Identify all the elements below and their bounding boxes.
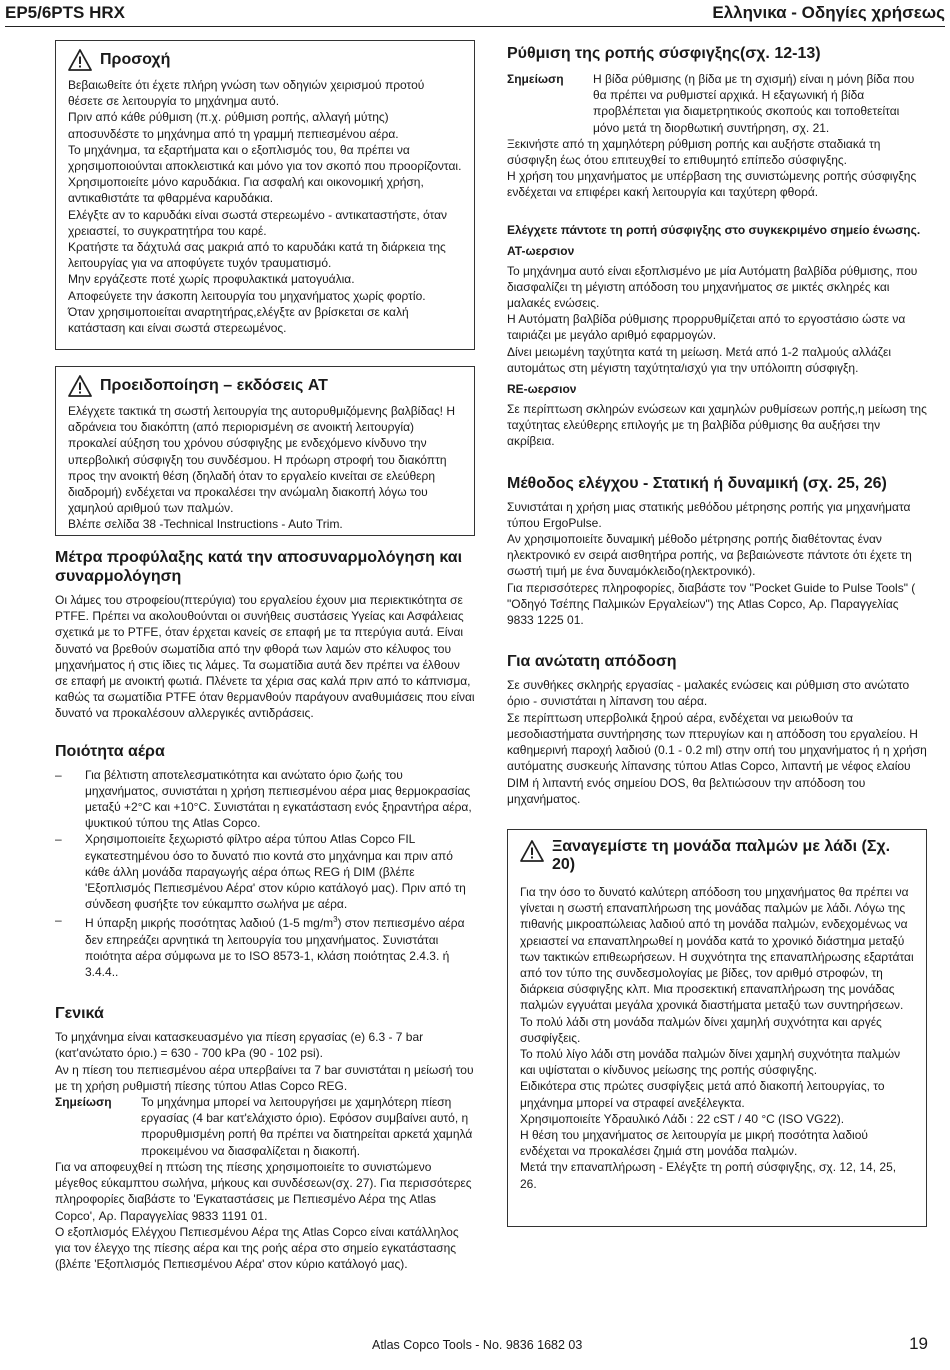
general-paragraph: Για να αποφευχθεί η πτώση της πίεσης χρησιμοποιείτε το συνιστώμενο μέγεθος εύκαμπτου σωλήνα, μήκους και συνδέσεων(σχ. 27). Για περισσότερες πληροφορίες διαβάστε το 'Εγκαταστάσεις με Πεπιεσμένο Αέρα της Atlas Copco', Αρ. Παραγγελίας 9833 1191 01. <box>55 1159 472 1223</box>
caution-box <box>55 40 475 350</box>
caution-paragraph: Ελέγξτε αν το καρυδάκι είναι σωστά στερεωμένο - αντικαταστήστε, όταν χρειαστεί, το συγκρατητήρα του καρέ. <box>68 207 448 238</box>
caution-paragraph: Χρησιμοποιείτε μόνο καρυδάκια. Για ασφαλή και οικονομική χρήση, αντικαθιστάτε τα φθαρμένα καρυδάκια. <box>68 175 424 206</box>
superscript: 3 <box>333 915 338 925</box>
method-heading: Μέθοδος ελέγχου - Στατική ή δυναμική (σχ. 25, 26) <box>507 474 887 492</box>
note-text: Το μηχάνημα μπορεί να λειτουργήσει με χαμηλότερη πίεση εργασίας (4 bar κατ'ελάχιστο όριο). Εφόσον συμβαίνει αυτό, η προρυθμισμένη ροπή θα πρέπει να διατηρείται αρκετά χαμηλά προκειμένου να διασφαλίζεται η διακοπή. <box>141 1095 473 1158</box>
general-heading: Γενικά <box>55 1005 104 1023</box>
warning-triangle-icon <box>520 840 544 862</box>
check-heading: Ελέγχετε πάντοτε τη ροπή σύσφιγξης στο συγκεκριμένο σημείο ένωσης. <box>507 222 921 237</box>
header-rule <box>5 26 945 27</box>
measures-paragraph: Οι λάμες του στροφείου(πτερύγια) του εργαλείου έχουν μια περιεκτικότητα σε PTFE. Πρέπει να ακολουθούνται οι συνήθεις συστάσεις Υγείας και Ασφάλειας σχετικά με το PTFE, όταν έρχεται κανείς σε επαφή με τα πτερύγια αυτά. Είναι δυνατό να βρεθούν σωματίδια από την φθορά των λαμών στο κέλυφος του μηχανήματος ή στις ίδιες τις λάμες. Τα σωματίδια αυτά δεν πρέπει να έλθουν σε επαφή με ανοικτή φωτιά. Πλένετε τα χέρια σας καλά πριν από το κάπνισμα, καθώς τα σωματίδια PTFE όταν θερμανθούν παράγουν αναθυμιάσεις που είναι δυνατό να προκαλέσουν αλλεργικές αντιδράσεις. <box>55 593 475 721</box>
header-language: Ελληνικα - Οδηγίες χρήσεως <box>712 3 945 22</box>
max-paragraph: Σε συνθήκες σκληρής εργασίας - μαλακές ενώσεις και ρύθμιση στο ανώτατο όριο - συνιστάται η λίπανση του αέρα. <box>507 678 910 709</box>
note <box>507 71 927 136</box>
method-paragraph: Συνιστάται η χρήση μιας στατικής μεθόδου μέτρησης ροπής για μηχανήματα τύπου ErgoPulse. <box>507 499 911 530</box>
note <box>55 1094 475 1159</box>
list-dash: – <box>55 832 62 847</box>
re-version-heading: RE-ωερσιον <box>507 382 577 397</box>
caution-paragraph: Κρατήστε τα δάχτυλά σας μακριά από το καρυδάκι κατά τη διάρκεια της λειτουργίας για να αποφύγετε τυχόν τραυματισμό. <box>68 240 446 271</box>
note-text: Η βίδα ρύθμισης (η βίδα με τη σχισμή) είναι η μόνη βίδα που θα πρέπει να ρυθμιστεί αρχικά. Η εξαγωνική ή βίδα προβλέπεται για διαμετρητικούς σκοπούς και τοποθετείται μόνο μετά τη διορθωτική συντήρηση, σχ. 21. <box>593 72 915 135</box>
measures-heading: Μέτρα προφύλαξης κατά την αποσυναρμολόγηση και συναρμολόγηση <box>55 549 463 585</box>
list-item-text: Χρησιμοποιείτε ξεχωριστό φίλτρο αέρα τύπου Atlas Copco FIL εγκατεστημένου όσο το δυνατό πιο κοντά στο μηχάνημα και πριν από κάθε άλλη μονάδα παραγωγής αέρα όπως REG ή DIM (βλέπε 'Εξοπλισμός Πεπιεσμένου Αέρα' στον κύριο κατάλογό μας). Πριν από τη σύνδεση φυσήξτε τον εύκαμπτο σωλήνα με αέρα. <box>85 832 466 912</box>
method-paragraph: Για περισσότερες πληροφορίες, διαβάστε τον "Pocket Guide to Pulse Tools" ( "Οδηγό Τσέπης Παλμικών Εργαλείων") της Atlas Copco, Αρ. Παραγγελίας 9833 1225 01. <box>507 580 916 628</box>
at-paragraph: Δίνει μειωμένη ταχύτητα κατά τη μείωση. Μετά από 1-2 παλμούς αλλάζει αυτομάτως στη μέγιστη ταχύτητα/ισχύ για την υπόλοιπη σύσφιγξη. <box>507 344 892 375</box>
header-model: EP5/6PTS HRX <box>5 3 125 22</box>
at-paragraph: Το μηχάνημα αυτό είναι εξοπλισμένο με μία Αυτόματη βαλβίδα ρύθμισης, που διασφαλίζει τη μέγιστη απόδοση του μηχανήματος σε μικτές σκληρές και μαλακές ενώσεις. <box>507 263 918 311</box>
page-footer <box>0 1334 950 1364</box>
left-column <box>55 40 475 1272</box>
caution-paragraph: Το μηχάνημα, τα εξαρτήματα και ο εξοπλισμός του, θα πρέπει να χρησιμοποιούνται αποκλειστικά και μόνο για τον σκοπό που προορίζονται. <box>68 142 462 174</box>
list-item <box>55 912 475 980</box>
caution-paragraph: Πριν από κάθε ρύθμιση (π.χ. ρύθμιση ροπής, αλλαγή μύτης) αποσυνδέστε το μηχάνημα από τη γραμμή πεπιεσμένου αέρα. <box>68 110 399 141</box>
refill-paragraph: Ειδικότερα στις πρώτες συσφίγξεις μετά από διακοπή λειτουργίας, το μηχάνημα μπορεί να στραφεί ανεξέλεγκτα. <box>520 1079 885 1110</box>
torque-paragraph: Ξεκινήστε από τη χαμηλότερη ρύθμιση ροπής και αυξήστε σταδιακά τη σύσφιγξη έως ότου επιτευχθεί το επιθυμητό επίπεδο σύσφιγξης. <box>507 136 881 168</box>
re-paragraph: Σε περίπτωση σκληρών ενώσεων και χαμηλών ρυθμίσεων ροπής,η μείωση της ταχύτητας ελεύθερης επιλογής με τη βαλβίδα ρύθμισης θα αυξήσει την ακρίβεια. <box>507 402 927 449</box>
max-performance-heading: Για ανώτατη απόδοση <box>507 653 677 671</box>
warning-title: Προειδοποίηση – εκδόσεις AT <box>100 377 328 394</box>
warning-paragraph: Ελέγχετε τακτικά τη σωστή λειτουργία της αυτορυθμιζόμενης βαλβίδας! Η αδράνεια του διακόπτη (από περιορισμένη σε ανοικτή λειτουργία) προκαλεί αύξηση του χρόνου σύσφιγξης με ενδεχόμενο κίνδυνο την υπερβολική σύσφιγξη του συνδέσμου. Η πρόωρη στροφή του διακόπτη προς την ανοικτή θέση (δηλαδή όταν το εργαλείο κινείται σε ελεύθερη διαδρομή) ενδέχεται να προκαλέσει την ανώμαλη διακοπή λόγω του χαμηλού αριθμού των παλμών. <box>68 404 456 516</box>
at-paragraph: Η Αυτόματη βαλβίδα ρύθμισης προρρυθμίζεται από το εργοστάσιο ώστε να ταιριάζει με μεγάλο αριθμό εφαρμογών. <box>507 312 906 343</box>
list-dash: – <box>55 913 62 928</box>
caution-paragraph: Όταν χρησιμοποιείται αναρτητήρας,ελέγξτε αν βρίσκεται σε καλή κατάσταση και είναι σωστά στερεωμένος. <box>68 304 409 336</box>
list-item-text-b: ) στον πεπιεσμένο αέρα δεν επηρεάζει αρνητικά τη λειτουργία του μηχανήματος. Συνιστάται ποιότητα αέρα σύμφωνα με το ISO 8573-1, κλάση ποιότητας 2.4.3. ή 3.4.4.. <box>85 916 465 980</box>
list-item <box>55 767 475 832</box>
warning-triangle-icon <box>68 375 92 397</box>
general-paragraph: Ο εξοπλισμός Ελέγχου Πεπιεσμένου Αέρα της Atlas Copco είναι κατάλληλος για τον έλεγχο της πίεσης αέρα και της ροής αέρα στο σημείο εγκατάστασης (βλέπε 'Εξοπλισμός Πεπιεσμένου Αέρα' στον κύριο κατάλογό μας). <box>55 1224 459 1272</box>
refill-box <box>507 829 927 1227</box>
max-paragraph: Σε περίπτωση υπερβολικά ξηρού αέρα, ενδέχεται να μειωθούν τα μεσοδιαστήματα συντήρησης των πτερυγίων και η απόδοση του εργαλείου. Η καθημερινή παροχή λαδιού (0.1 - 0.2 ml) στην οπή του μηχανήματος ή η χρήση αυτόματης συσκευής λίπανσης τύπου Atlas Copco, λιπαντή με νέφος ελαίου DIM ή λιπαντή ενός σημείου DOS, θα βελτιώσουν την απόδοση του μηχανήματος. <box>507 710 927 806</box>
general-paragraph: Το μηχάνημα είναι κατασκευασμένο για πίεση εργασίας (e) 6.3 - 7 bar (κατ'ανώτατο όριο.) = 630 - 700 kPa (90 - 102 psi). <box>55 1030 424 1061</box>
refill-paragraph: Μετά την επαναπλήρωση - Ελέγξτε τη ροπή σύσφιγξης, σχ. 12, 14, 25, 26. <box>520 1160 897 1191</box>
list-dash: – <box>55 767 62 782</box>
torque-heading: Ρύθμιση της ροπής σύσφιγξης(σχ. 12-13) <box>507 45 821 62</box>
right-column <box>507 40 927 1227</box>
refill-paragraph: Η θέση του μηχανήματος σε λειτουργία με μικρή ποσότητα λαδιού ενδέχεται να προκαλέσει ζημιά στη μονάδα παλμών. <box>520 1127 868 1159</box>
refill-paragraph: Για την όσο το δυνατό καλύτερη απόδοση του μηχανήματος θα πρέπει να γίνεται η σωστή επαναπλήρωση της μονάδας παλμών με λάδι. Λόγω της πιθανής μικροαπώλειας λαδιού από τη μονάδα παλμών, ενδεχομένως να χρειαστεί να επαναπληρωθεί η μονάδα κατά το χρονικό διάστημα μεταξύ των τακτικών επιθεωρήσεων. Η συχνότητα της επαναπλήρωσης εξαρτάται από τον τύπο της συνδεσμολογίας με βίδες, τον αριθμό στροφών, τη διάρκεια σύσφιγξης κλπ. Μια προσεκτική επαναπλήρωση της μονάδας παλμών εγγυάται μεγάλα χρονικά διαστήματα μεταξύ των συντηρήσεων. <box>520 884 914 1013</box>
note-label: Σημείωση <box>55 1095 112 1110</box>
refill-paragraph: Το πολύ λίγο λάδι στη μονάδα παλμών δίνει χαμηλή συχνότητα παλμών και υψίσταται ο κίνδυνος μείωσης της ροπής σύσφιγξης. <box>520 1046 901 1078</box>
caution-paragraph: Αποφεύγετε την άσκοπη λειτουργία του μηχανήματος χωρίς φορτίο. <box>68 288 426 303</box>
page-header <box>0 0 950 30</box>
warning-paragraph: Βλέπε σελίδα 38 -Technical Instructions - Auto Trim. <box>68 517 343 532</box>
caution-paragraph: Βεβαιωθείτε ότι έχετε πλήρη γνώση των οδηγιών χειρισμού προτού θέσετε σε λειτουργία το μηχάνημα αυτό. <box>68 78 425 109</box>
refill-paragraph: Το πολύ λάδι στη μονάδα παλμών δίνει χαμηλή συχνότητα και αργές συσφίγξεις. <box>520 1014 882 1045</box>
refill-paragraph: Χρησιμοποιείτε Υδραυλικό Λάδι : 22 cST / 40 °C (ISO VG22). <box>520 1111 845 1126</box>
air-quality-heading: Ποιότητα αέρα <box>55 742 165 760</box>
caution-title: Προσοχή <box>100 51 171 68</box>
warning-triangle-icon <box>68 49 92 71</box>
note-label: Σημείωση <box>507 72 564 86</box>
at-version-heading: AT-ωερσιον <box>507 243 575 258</box>
warning-box <box>55 366 475 536</box>
list-item-text <box>85 912 475 980</box>
refill-title: Ξαναγεμίστε τη μονάδα παλμών με λάδι (Σχ. 20) <box>552 837 891 873</box>
caution-paragraph: Μην εργάζεστε ποτέ χωρίς προφυλακτικά ματογυάλια. <box>68 272 355 287</box>
list-item-text: Για βέλτιστη αποτελεσματικότητα και ανώτατο όριο ζωής του μηχανήματος, συνιστάται η χρήση πεπιεσμένου αέρα μιας θερμοκρασίας μεταξύ +2°C και +10°C. Συνιστάται η εγκατάσταση ενός ξηραντήρα αέρα, ψυκτικού τύπου της Atlas Copco. <box>85 767 472 831</box>
method-paragraph: Αν χρησιμοποιείτε δυναμική μέθοδο μέτρησης ροπής διαθέτοντας έναν ηλεκτρονικό εν σειρά αισθητήρα ροπής, να βεβαιώνεστε πάντοτε ότι έχετε τη σωστή τιμή με ένα δυναμόκλειδο(ηλεκτρονικό). <box>507 532 912 579</box>
list-item <box>55 831 475 912</box>
footer-doc-number: Atlas Copco Tools - No. 9836 1682 03 <box>372 1338 583 1352</box>
list-item-text-a: Η ύπαρξη μικρής ποσότητας λαδιού (1-5 mg/m <box>85 916 334 931</box>
page-number: 19 <box>909 1334 928 1353</box>
general-paragraph: Αν η πίεση του πεπιεσμένου αέρα υπερβαίνει τα 7 bar συνιστάται η μείωσή του με τη χρήση ρυθμιστή πίεσης τύπου Atlas Copco REG. <box>55 1062 474 1093</box>
torque-paragraph: Η χρήση του μηχανήματος με υπέρβαση της συνιστώμενης ροπής σύσφιγξης ενδέχεται να επιφέρει κακή λειτουργία και ταχύτερη φθορά. <box>507 169 917 200</box>
